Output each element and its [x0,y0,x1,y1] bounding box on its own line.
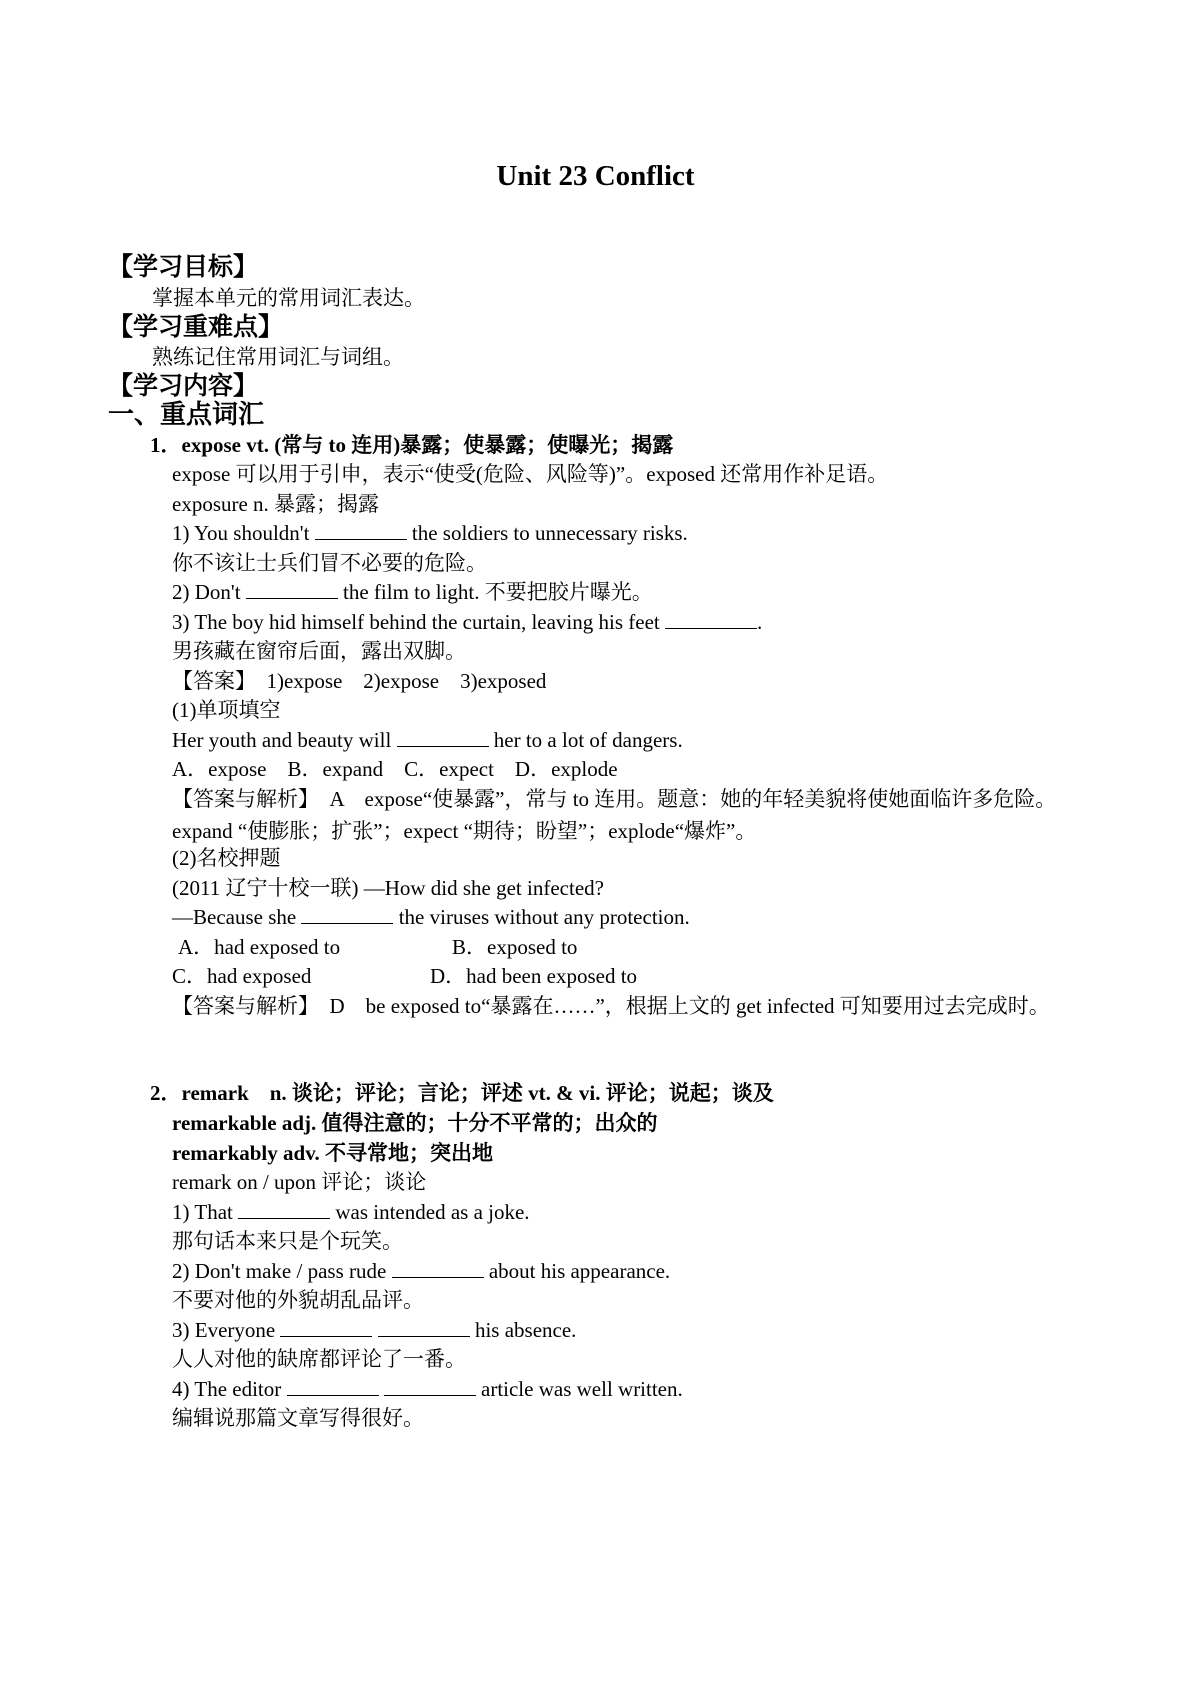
answer-blank [301,903,393,924]
answer-blank [665,608,757,629]
text: . [757,610,763,634]
item2-phrase: remark on / upon 评论；谈论 [172,1170,427,1194]
item1-q2-heading: (2)名校押题 [172,846,281,870]
text: was intended as a joke. [330,1200,530,1224]
item2-example-3 [172,1315,576,1345]
text: about his appearance. [483,1259,671,1283]
text: 3) The boy hid himself behind the curtain, leaving his feet [172,610,665,634]
text: article was well written. [475,1377,683,1401]
item1-q1-options: A．expose B．expand C．expect D．explode [172,757,618,781]
answer-blank [287,1375,379,1396]
text: the film to light. 不要把胶片曝光。 [337,580,653,604]
text: his absence. [469,1318,577,1342]
item1-q2-option-c: C．had exposed [172,964,312,988]
text: 4) The editor [172,1377,287,1401]
key-vocabulary-heading: 一、重点词汇 [108,400,265,429]
item1-q2-line2 [172,902,690,932]
item2-example-1-translation: 那句话本来只是个玩笑。 [172,1229,403,1253]
item2-example-2-translation: 不要对他的外貌胡乱品评。 [172,1288,424,1312]
objectives-text: 掌握本单元的常用词汇表达。 [152,286,425,310]
answer-blank [392,1257,484,1278]
item1-q2-option-a: A．had exposed to [178,935,341,959]
item1-answer: 【答案】 1)expose 2)expose 3)exposed [172,669,547,693]
item1-q2-option-b: B．exposed to [452,935,578,959]
item2-example-2 [172,1256,670,1286]
item2-sub1: remarkable adj. 值得注意的；十分不平常的；出众的 [172,1111,658,1135]
answer-blank [397,726,489,747]
text: —Because she [172,905,302,929]
item1-q1-analysis: 【答案与解析】 A expose“使暴露”，常与 to 连用。题意：她的年轻美貌将使她面临许多危险。expand “使膨胀；扩张”；expect “期待；盼望”；explode“爆炸”。 [172,787,1057,843]
answer-blank [238,1198,330,1219]
answer-blank [280,1316,372,1337]
text: 2) Don't make / pass rude [172,1259,392,1283]
text: 3) Everyone [172,1318,281,1342]
item1-example-1 [172,518,688,548]
answer-blank [384,1375,476,1396]
item1-example-3-translation: 男孩藏在窗帘后面，露出双脚。 [172,639,466,663]
item1-example-2 [172,577,653,607]
difficulty-text: 熟练记住常用词汇与词组。 [152,345,404,369]
answer-blank [378,1316,470,1337]
item2-heading: 2．remark n. 谈论；评论；言论；评述 vt. & vi. 评论；说起；谈及 [150,1081,774,1105]
item1-q1-heading: (1)单项填空 [172,698,281,722]
item1-heading: 1．expose vt. (常与 to 连用)暴露；使暴露；使曝光；揭露 [150,433,674,457]
text: 2) Don't [172,580,246,604]
answer-blank [246,578,338,599]
answer-blank [315,519,407,540]
item1-q2-line1: (2011 辽宁十校一联) —How did she get infected? [172,876,604,900]
item1-note2: exposure n. 暴露；揭露 [172,492,380,516]
item2-example-1 [172,1197,530,1227]
text: 1) That [172,1200,239,1224]
item2-example-4 [172,1374,683,1404]
objectives-heading: 【学习目标】 [108,254,259,281]
item1-example-1-translation: 你不该让士兵们冒不必要的危险。 [172,551,487,575]
page-title: Unit 23 Conflict [496,160,695,192]
text: the viruses without any protection. [393,905,690,929]
item1-q2-analysis: 【答案与解析】 D be exposed to“暴露在……”，根据上文的 get infected 可知要用过去完成时。 [172,994,1050,1018]
item1-example-3 [172,607,762,637]
item1-q2-option-d: D．had been exposed to [430,964,638,988]
item1-note1: expose 可以用于引申，表示“使受(危险、风险等)”。exposed 还常用作补足语。 [172,462,889,486]
item2-example-4-translation: 编辑说那篇文章写得很好。 [172,1406,424,1430]
text: her to a lot of dangers. [488,728,683,752]
text: the soldiers to unnecessary risks. [406,521,688,545]
item2-sub2: remarkably adv. 不寻常地；突出地 [172,1141,494,1165]
item1-q1-stem [172,725,683,755]
text: 1) You shouldn't [172,521,315,545]
item2-example-3-translation: 人人对他的缺席都评论了一番。 [172,1347,466,1371]
text: Her youth and beauty will [172,728,397,752]
difficulty-heading: 【学习重难点】 [108,314,284,341]
content-heading: 【学习内容】 [108,373,259,400]
